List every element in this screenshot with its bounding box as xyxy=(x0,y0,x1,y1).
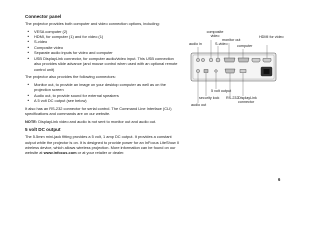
dc-output-paragraph xyxy=(25,134,180,155)
label-monitor-out: monitor out xyxy=(222,38,241,42)
page-number: 6 xyxy=(278,177,281,182)
list-item: • VESA computer (2) xyxy=(25,29,180,34)
connection-options-list xyxy=(25,29,180,72)
note-label: NOTE: xyxy=(25,118,38,124)
list-item: • Monitor out, to provide an image on your desktop computer as well as on the projection screen xyxy=(25,82,180,93)
rs232-paragraph: It also has an RS-232 connector for serial control. The Command Line Interface (CLI) specifications and commands are on our website. xyxy=(25,105,172,117)
list-item: • Composite video xyxy=(25,45,180,50)
rs232-port-icon xyxy=(225,69,235,73)
label-composite-video: composite video xyxy=(206,30,224,39)
label-security-lock: security lock xyxy=(199,96,220,100)
label-audio-in: audio in xyxy=(189,42,202,46)
connector-panel-intro: The projector provides both computer and video connection options, including: xyxy=(25,21,160,27)
computer-port-icon xyxy=(238,58,249,62)
website-link[interactable]: www.infocus.com xyxy=(43,150,77,156)
dc-output-heading: 5 volt DC output xyxy=(25,127,61,133)
power-socket-icon xyxy=(264,69,270,74)
dc-output-text-end: or at your retailer or dealer. xyxy=(77,150,125,156)
text-column xyxy=(25,14,180,158)
label-displaylink-connector: DisplayLink connector xyxy=(238,96,257,105)
composite-video-port-icon xyxy=(209,58,213,62)
note-paragraph xyxy=(25,119,180,124)
note-text: DisplayLink video and audio is not sent to monitor out and audio out. xyxy=(38,118,157,124)
list-item: • S-video xyxy=(25,39,180,44)
list-item: • Separate audio inputs for video and computer xyxy=(25,50,180,55)
label-computer: computer xyxy=(237,44,253,48)
additional-connectors-intro: The projector also provides the following connectors: xyxy=(25,74,116,80)
security-lock-icon xyxy=(204,70,208,73)
list-item: • A 5 volt DC output (see below) xyxy=(25,98,180,103)
list-item: • USB DisplayLink connector, for computer audio/video input. This USB connection also provides slide advance (and mouse control when used with an optional remote control unit) xyxy=(25,56,180,72)
additional-connectors-list xyxy=(25,82,180,104)
audio-in-jack-icon xyxy=(201,58,204,61)
label-five-volt-output: 5 volt output xyxy=(211,89,232,93)
monitor-out-port-icon xyxy=(224,58,235,62)
connector-panel-heading: Connector panel xyxy=(25,14,62,19)
label-s-video: S-video xyxy=(215,42,228,46)
label-audio-out: audio out xyxy=(191,103,207,107)
s-video-port-icon xyxy=(216,58,220,62)
displaylink-port-icon xyxy=(240,70,246,73)
hdmi-video-port-icon xyxy=(263,59,271,63)
audio-in-jack-icon xyxy=(196,58,199,61)
connector-panel-diagram xyxy=(185,27,285,122)
list-item: • HDMI, for computer (1) and for video (1) xyxy=(25,34,180,39)
dc-output-text: The 5.5mm mini-jack fitting provides a 5 volt, 1 amp DC output. It provides a constant output while the projector is on. It is designed to provide power for an InFocus LiteShow II wireless device, which allows wireless projection. More information can be found on our website at xyxy=(25,134,179,156)
hdmi-port-icon xyxy=(252,59,260,63)
list-item: • Audio out, to provide sound for external speakers xyxy=(25,93,180,98)
label-rs232: RS-232 xyxy=(226,96,239,100)
five-volt-output-icon xyxy=(215,70,218,73)
label-hdmi-for-video: HDMI for video xyxy=(259,35,284,39)
audio-out-jack-icon xyxy=(196,69,199,72)
